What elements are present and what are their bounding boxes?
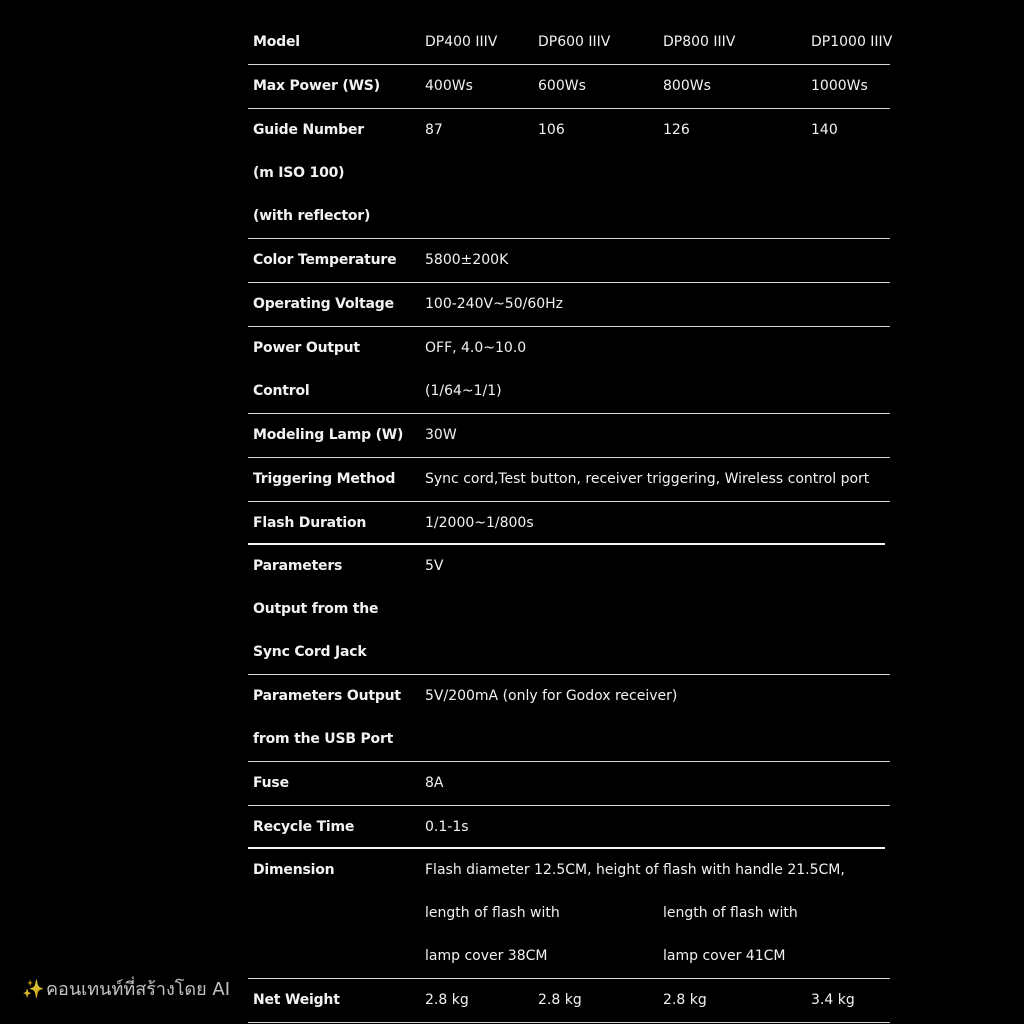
row-power-output-control [248,327,890,414]
model-name: DP400 IIIV [425,34,498,50]
row-label: Flash Duration [253,515,367,531]
model-name: DP800 IIIV [663,34,736,50]
spec-value: 100-240V~50/60Hz [425,296,564,312]
model-name: DP600 IIIV [538,34,611,50]
spec-value: 2.8 kg [538,992,582,1008]
row-fuse [248,762,890,806]
spec-value: lamp cover 41CM [663,948,786,964]
spec-table [248,21,893,1023]
spec-value: Sync cord,Test button, receiver triggering, Wireless control port [425,471,870,487]
row-color-temperature [248,239,890,283]
row-dimension [248,849,890,979]
row-triggering-method [248,458,890,502]
spec-value: 1/2000~1/800s [425,515,534,531]
row-label: (with reflector) [253,208,371,224]
row-flash-duration [248,502,890,545]
spec-value: 5800±200K [425,252,509,268]
watermark-text: คอนเทนท์ที่สร้างโดย AI [46,979,231,1000]
spec-value: (1/64~1/1) [425,383,502,399]
row-label: Net Weight [253,992,340,1008]
spec-value: 400Ws [425,78,473,94]
sparkle-icon: ✨ [22,979,45,1000]
spec-value: 87 [425,122,443,138]
row-guide-number [248,109,890,239]
spec-value: Flash diameter 12.5CM, height of flash with handle 21.5CM, [425,862,845,878]
spec-value: length of flash with [425,905,560,921]
spec-value: length of flash with [663,905,798,921]
row-net-weight [248,979,890,1023]
spec-value: 3.4 kg [811,992,855,1008]
row-max-power [248,65,890,109]
spec-value: 5V [425,558,444,574]
spec-value: 0.1-1s [425,819,469,835]
row-modeling-lamp [248,414,890,458]
row-label: Modeling Lamp (W) [253,427,404,443]
ai-content-watermark [22,973,230,1007]
spec-value: 8A [425,775,444,791]
spec-value: lamp cover 38CM [425,948,548,964]
spec-value: 1000Ws [811,78,868,94]
model-name: DP1000 IIIV [811,34,893,50]
row-label: Fuse [253,775,289,791]
spec-value: 2.8 kg [663,992,707,1008]
row-label: Parameters Output [253,688,401,704]
spec-value: 5V/200mA (only for Godox receiver) [425,688,678,704]
spec-value: 126 [663,122,690,138]
row-label: Max Power (WS) [253,78,380,94]
spec-value: 106 [538,122,565,138]
row-label: Control [253,383,310,399]
spec-value: 2.8 kg [425,992,469,1008]
row-label: Guide Number [253,122,364,138]
row-sync-cord-output [248,545,890,675]
row-label: Operating Voltage [253,296,394,312]
row-label: (m ISO 100) [253,165,345,181]
row-label: Dimension [253,862,335,878]
row-label: from the USB Port [253,731,394,747]
row-label: Color Temperature [253,252,397,268]
row-label: Sync Cord Jack [253,644,367,660]
row-label: Triggering Method [253,471,396,487]
row-recycle-time [248,806,890,849]
row-operating-voltage [248,283,890,327]
spec-value: 800Ws [663,78,711,94]
spec-value: OFF, 4.0~10.0 [425,340,527,356]
row-label: Parameters [253,558,343,574]
row-label: Model [253,34,300,50]
spec-value: 140 [811,122,838,138]
row-label: Recycle Time [253,819,355,835]
spec-value: 30W [425,427,457,443]
row-label: Power Output [253,340,360,356]
row-label: Output from the [253,601,379,617]
spec-value: 600Ws [538,78,586,94]
row-model [248,21,893,65]
row-usb-output [248,675,890,762]
